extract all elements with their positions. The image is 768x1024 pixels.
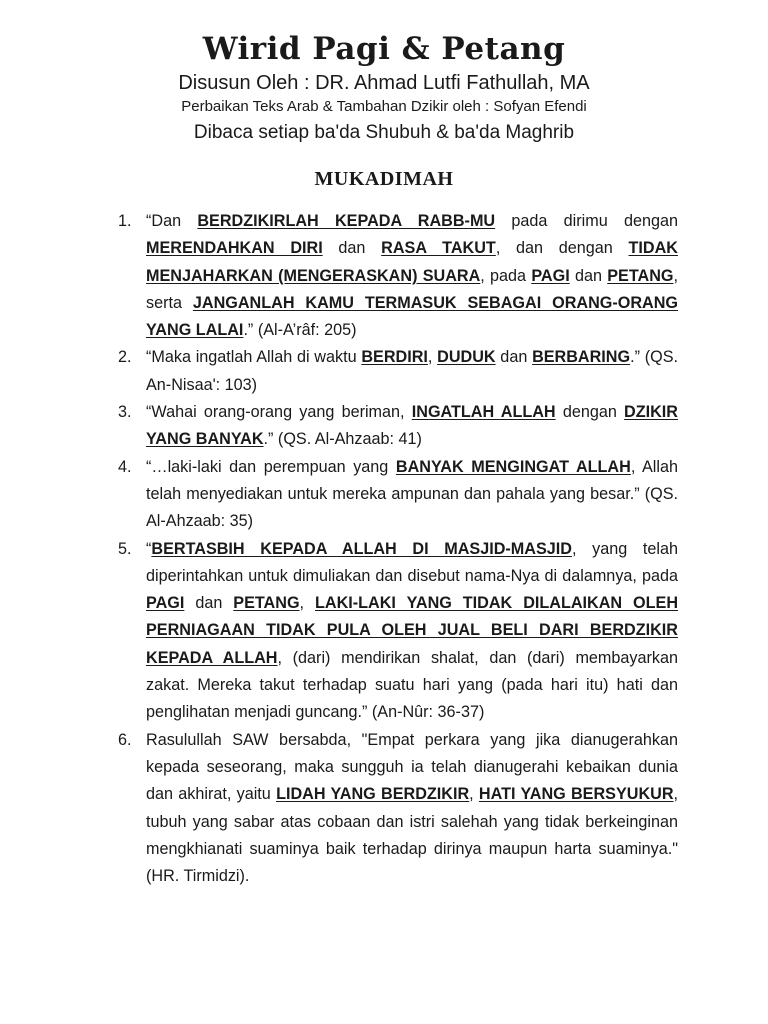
- document-title: Wirid Pagi & Petang: [202, 31, 566, 67]
- section-title: MUKADIMAH: [314, 168, 454, 190]
- body-text: “…laki-laki dan perempuan yang: [146, 457, 396, 476]
- body-text: ,: [299, 594, 315, 613]
- body-text: .” (QS. Al-Ahzaab: 41): [263, 430, 422, 449]
- list-item-number: 1.: [118, 212, 132, 230]
- list-item-number: 3.: [118, 403, 132, 422]
- list-item-number: 4.: [118, 457, 132, 476]
- body-text: .” (Al-A’râf: 205): [243, 321, 357, 340]
- document-header: [0, 30, 768, 146]
- body-text: , serta: [146, 266, 678, 312]
- list-item: [118, 399, 678, 454]
- body-text: , tubuh yang sabar atas cobaan dan istri salehah yang tidak berkeinginan mengkhianati suaminya baik terhadap dirinya maupun harta suaminya." (HR. Tirmidzi).: [146, 785, 679, 886]
- body-text: “Wahai orang-orang yang beriman,: [146, 403, 412, 422]
- emphasis-text: PETANG: [607, 266, 674, 285]
- author-line: Disusun Oleh : DR. Ahmad Lutfi Fathullah, MA: [178, 72, 590, 94]
- emphasis-text: PAGI: [531, 266, 570, 285]
- list-item: [118, 344, 678, 399]
- body-text: dan: [495, 348, 533, 367]
- body-text: , Allah telah menyediakan untuk mereka ampunan dan pahala yang besar.” (QS. Al-Ahzaab: 35): [146, 457, 678, 531]
- list-item: [118, 727, 679, 891]
- emphasis-text: BERDZIKIRLAH KEPADA RABB-MU: [197, 212, 496, 230]
- body-text: ,: [469, 785, 479, 804]
- body-text: .” (QS. An-Nisaa': 103): [146, 348, 678, 394]
- emphasis-text: TIDAK MENJAHARKAN (MENGERASKAN) SUARA: [146, 239, 678, 285]
- emphasis-text: MERENDAHKAN DIRI: [146, 239, 323, 258]
- list-item-number: 2.: [118, 348, 132, 367]
- list-item: [118, 536, 679, 727]
- emphasis-text: BERTASBIH KEPADA ALLAH DI MASJID-MASJID: [151, 539, 572, 558]
- emphasis-text: LAKI-LAKI YANG TIDAK DILALAIKAN OLEH PERNIAGAAN TIDAK PULA OLEH JUAL BELI DARI BERDZIKIR KEPADA ALLAH: [146, 594, 679, 667]
- emphasis-text: RASA TAKUT: [381, 239, 496, 258]
- body-text: , yang telah diperintahkan untuk dimuliakan dan disebut nama-Nya di dalamnya, pada: [146, 539, 678, 585]
- list-item-number: 6.: [118, 730, 132, 749]
- emphasis-text: DZIKIR YANG BANYAK: [146, 403, 678, 449]
- body-text: “Dan: [146, 212, 198, 230]
- body-text: ,: [427, 348, 438, 367]
- body-text: “: [146, 539, 152, 558]
- body-text: dan: [322, 239, 382, 258]
- emphasis-text: PAGI: [146, 594, 185, 613]
- list-item: [118, 208, 678, 344]
- body-text: dengan: [555, 403, 625, 422]
- body-text: , pada: [480, 266, 532, 285]
- body-text: “Maka ingatlah Allah di waktu: [146, 348, 362, 367]
- emphasis-text: DUDUK: [437, 348, 496, 367]
- emphasis-text: INGATLAH ALLAH: [411, 403, 556, 422]
- body-text: , dan dengan: [495, 239, 629, 258]
- emphasis-text: LIDAH YANG BERDZIKIR: [276, 785, 470, 804]
- emphasis-text: BANYAK MENGINGAT ALLAH: [395, 457, 631, 476]
- schedule-line: Dibaca setiap ba'da Shubuh & ba'da Maghrib: [193, 122, 575, 143]
- body-text: Rasulullah SAW bersabda, "Empat perkara yang jika dianugerahkan kepada seseorang, maka sungguh ia telah dianugerahi kebaikan dunia dan akhirat, yaitu: [146, 730, 678, 804]
- mukadimah-list: [0, 208, 768, 890]
- emphasis-text: BERDIRI: [361, 348, 428, 367]
- emphasis-text: JANGANLAH KAMU TERMASUK SEBAGAI ORANG-ORANG YANG LALAI: [146, 293, 678, 340]
- body-text: dan: [569, 266, 608, 285]
- body-text: pada dirimu dengan: [495, 212, 678, 230]
- emphasis-text: HATI YANG BERSYUKUR: [478, 785, 674, 804]
- emphasis-text: PETANG: [233, 594, 300, 613]
- body-text: , (dari) mendirikan shalat, dan (dari) membayarkan zakat. Mereka takut terhadap suatu hari yang (pada hari itu) hati dan penglihatan menjadi guncang.” (An-Nûr: 36-37): [146, 648, 679, 722]
- list-item-number: 5.: [118, 539, 132, 558]
- emphasis-text: BERBARING: [532, 348, 631, 367]
- body-text: dan: [184, 594, 234, 613]
- editor-line: Perbaikan Teks Arab & Tambahan Dzikir oleh : Sofyan Efendi: [181, 98, 587, 115]
- list-item: [118, 454, 678, 536]
